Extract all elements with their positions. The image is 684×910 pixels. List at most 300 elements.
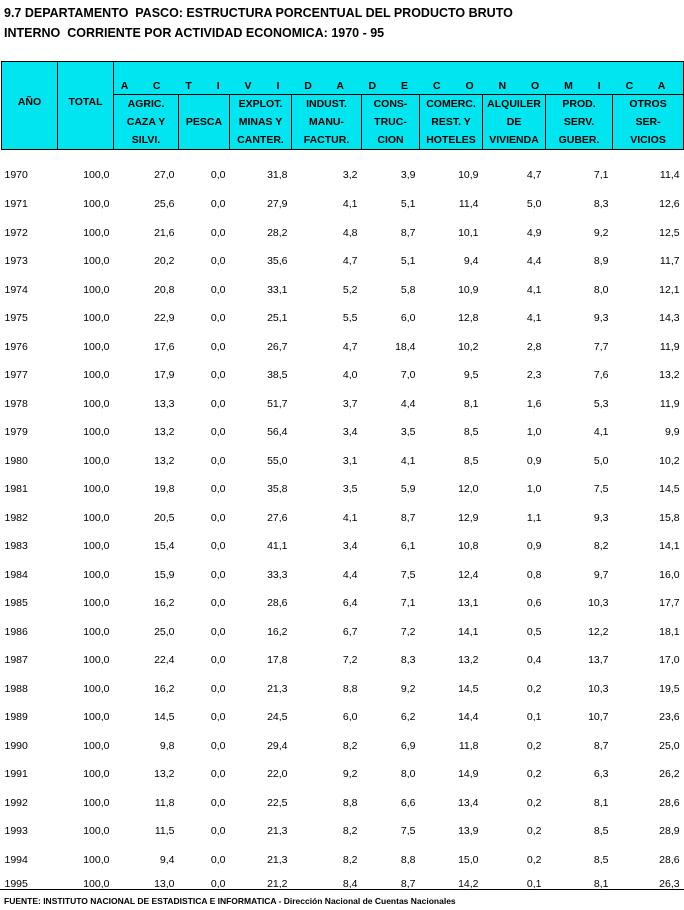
cell-year: 1986 xyxy=(4,625,28,638)
table-cell: 12,9 xyxy=(458,511,479,524)
table-cell: 100,0 xyxy=(83,340,110,353)
table-cell: 13,0 xyxy=(154,878,175,890)
header-column xyxy=(292,95,362,150)
table-cell: 8,0 xyxy=(400,768,416,781)
table-cell: 6,2 xyxy=(400,711,416,724)
table-cell: 21,2 xyxy=(267,878,288,890)
table-cell: 11,4 xyxy=(659,169,680,181)
table-cell: 9,2 xyxy=(342,768,358,781)
table-cell: 11,9 xyxy=(659,397,680,410)
cell-year: 1994 xyxy=(4,853,28,866)
table-cell: 8,8 xyxy=(400,853,416,866)
table-cell: 4,7 xyxy=(342,255,358,268)
header-column-line: REST. Y xyxy=(431,116,471,128)
table-cell: 12,6 xyxy=(659,198,680,211)
table-cell: 0,0 xyxy=(210,226,226,239)
table-cell: 8,5 xyxy=(463,426,479,439)
table-cell: 14,5 xyxy=(154,711,175,724)
table-cell: 4,1 xyxy=(342,198,358,211)
header-column xyxy=(613,95,684,150)
table-cell: 100,0 xyxy=(83,739,110,752)
cell-year: 1992 xyxy=(4,796,28,809)
table-cell: 8,5 xyxy=(593,825,609,838)
table-cell: 0,0 xyxy=(210,454,226,467)
table-body xyxy=(2,150,684,895)
table-cell: 10,8 xyxy=(458,540,479,553)
header-column xyxy=(362,95,420,150)
table-cell: 8,2 xyxy=(342,825,358,838)
table-cell: 1,1 xyxy=(526,511,542,524)
table-cell: 4,1 xyxy=(526,312,542,325)
table-cell: 100,0 xyxy=(83,226,110,239)
table-cell: 19,8 xyxy=(154,483,175,496)
table-cell: 4,4 xyxy=(342,568,358,581)
table-cell: 100,0 xyxy=(83,511,110,524)
header-column-line: INDUST. xyxy=(306,98,347,110)
table-row xyxy=(2,789,684,818)
page-title-line-1: 9.7 DEPARTAMENTO PASCO: ESTRUCTURA PORCENTUAL DEL PRODUCTO BRUTO xyxy=(4,6,513,20)
table-cell: 0,0 xyxy=(210,654,226,667)
table-cell: 0,0 xyxy=(210,540,226,553)
table-row xyxy=(2,247,684,276)
table-cell: 5,5 xyxy=(342,312,358,325)
table-cell: 0,0 xyxy=(210,739,226,752)
table-cell: 100,0 xyxy=(83,198,110,211)
table-cell: 31,8 xyxy=(267,169,288,181)
table-cell: 0,1 xyxy=(526,711,542,724)
table-cell: 33,3 xyxy=(267,568,288,581)
table-cell: 4,8 xyxy=(342,226,358,239)
table-cell: 0,2 xyxy=(526,739,542,752)
table-cell: 100,0 xyxy=(83,878,110,890)
table-cell: 13,7 xyxy=(588,654,609,667)
table-cell: 25,0 xyxy=(659,739,680,752)
table-cell: 8,1 xyxy=(593,878,609,890)
table-cell: 23,6 xyxy=(659,711,680,724)
table-cell: 7,5 xyxy=(400,825,416,838)
cell-year: 1977 xyxy=(4,369,28,382)
table-cell: 28,2 xyxy=(267,226,288,239)
table-cell: 7,5 xyxy=(400,568,416,581)
table-cell: 13,2 xyxy=(659,369,680,382)
table-cell: 100,0 xyxy=(83,283,110,296)
table-cell: 0,2 xyxy=(526,682,542,695)
table-cell: 20,8 xyxy=(154,283,175,296)
header-column-line: ALQUILER xyxy=(487,98,541,110)
table-cell: 21,3 xyxy=(267,825,288,838)
table-row xyxy=(2,618,684,647)
table-cell: 5,1 xyxy=(400,255,416,268)
cell-year: 1983 xyxy=(4,540,28,553)
table-cell: 8,2 xyxy=(342,739,358,752)
table-cell: 11,8 xyxy=(458,739,479,752)
table-cell: 41,1 xyxy=(267,540,288,553)
table-cell: 9,4 xyxy=(159,853,175,866)
table-cell: 8,8 xyxy=(342,796,358,809)
header-column-line: EXPLOT. xyxy=(238,98,283,110)
table-cell: 28,6 xyxy=(659,796,680,809)
table-cell: 0,4 xyxy=(526,654,542,667)
cell-year: 1980 xyxy=(4,454,28,467)
table-cell: 100,0 xyxy=(83,568,110,581)
table-cell: 0,5 xyxy=(526,625,542,638)
table-cell: 9,7 xyxy=(593,568,609,581)
table-cell: 16,0 xyxy=(659,568,680,581)
table-cell: 15,8 xyxy=(659,511,680,524)
table-cell: 28,6 xyxy=(659,853,680,866)
table-row xyxy=(2,390,684,419)
table-cell: 35,8 xyxy=(267,483,288,496)
table-row xyxy=(2,504,684,533)
table-cell: 0,1 xyxy=(526,878,542,890)
table-cell: 55,0 xyxy=(267,454,288,467)
table-cell: 4,1 xyxy=(526,283,542,296)
table-cell: 3,4 xyxy=(342,426,358,439)
table-cell: 0,0 xyxy=(210,340,226,353)
header-column-line: CAZA Y xyxy=(126,116,166,128)
table-row xyxy=(2,675,684,704)
table-cell: 1,0 xyxy=(526,483,542,496)
table-cell: 5,0 xyxy=(526,198,542,211)
table-cell: 56,4 xyxy=(267,426,288,439)
table-cell: 12,5 xyxy=(659,226,680,239)
table-row xyxy=(2,646,684,675)
table-cell: 0,0 xyxy=(210,312,226,325)
table-cell: 5,9 xyxy=(400,483,416,496)
cell-year: 1982 xyxy=(4,511,28,524)
table-cell: 3,5 xyxy=(342,483,358,496)
table-cell: 0,2 xyxy=(526,768,542,781)
table-cell: 3,7 xyxy=(342,397,358,410)
table-cell: 27,9 xyxy=(267,198,288,211)
table-row xyxy=(2,418,684,447)
cell-year: 1987 xyxy=(4,654,28,667)
header-column xyxy=(179,95,230,150)
table-cell: 6,4 xyxy=(342,597,358,610)
table-cell: 15,4 xyxy=(154,540,175,553)
table-cell: 100,0 xyxy=(83,768,110,781)
header-column xyxy=(230,95,292,150)
header-column-line: PESCA xyxy=(185,116,223,128)
table-row xyxy=(2,589,684,618)
table-cell: 100,0 xyxy=(83,454,110,467)
table-cell: 5,1 xyxy=(400,198,416,211)
cell-year: 1976 xyxy=(4,340,28,353)
table-cell: 3,4 xyxy=(342,540,358,553)
table-row xyxy=(2,361,684,390)
table-cell: 0,0 xyxy=(210,169,226,181)
table-cell: 7,5 xyxy=(593,483,609,496)
table-row xyxy=(2,333,684,362)
table-cell: 100,0 xyxy=(83,312,110,325)
table-cell: 6,7 xyxy=(342,625,358,638)
table-cell: 4,1 xyxy=(593,426,609,439)
table-cell: 6,9 xyxy=(400,739,416,752)
header-column-line: CONS- xyxy=(373,98,408,110)
table-cell: 9,2 xyxy=(593,226,609,239)
header-total: TOTAL xyxy=(58,62,114,150)
table-cell: 8,8 xyxy=(342,682,358,695)
table-cell: 10,9 xyxy=(458,169,479,181)
table-cell: 100,0 xyxy=(83,625,110,638)
table-cell: 0,0 xyxy=(210,511,226,524)
table-cell: 25,0 xyxy=(154,625,175,638)
table-cell: 7,2 xyxy=(400,625,416,638)
header-column-line: VIVIENDA xyxy=(489,134,539,146)
table-cell: 12,1 xyxy=(659,283,680,296)
table-cell: 10,3 xyxy=(588,682,609,695)
table-header xyxy=(2,62,684,150)
table-cell: 8,2 xyxy=(593,540,609,553)
table-cell: 4,4 xyxy=(526,255,542,268)
table-cell: 6,0 xyxy=(342,711,358,724)
header-column xyxy=(546,95,613,150)
table-cell: 7,2 xyxy=(342,654,358,667)
cell-year: 1991 xyxy=(4,768,28,781)
table-cell: 100,0 xyxy=(83,169,110,181)
table-cell: 14,9 xyxy=(458,768,479,781)
header-column-line: SER- xyxy=(635,116,661,128)
table-cell: 8,3 xyxy=(593,198,609,211)
table-cell: 22,0 xyxy=(267,768,288,781)
table-cell: 8,9 xyxy=(593,255,609,268)
table-cell: 8,2 xyxy=(342,853,358,866)
table-cell: 4,7 xyxy=(342,340,358,353)
header-column-line: VICIOS xyxy=(630,134,666,146)
table-cell: 22,4 xyxy=(154,654,175,667)
table-cell: 11,4 xyxy=(458,198,479,211)
table-cell: 14,5 xyxy=(458,682,479,695)
table-cell: 8,1 xyxy=(593,796,609,809)
table-cell: 13,3 xyxy=(154,397,175,410)
cell-year: 1985 xyxy=(4,597,28,610)
table-cell: 19,5 xyxy=(659,682,680,695)
header-column-line: SILVI. xyxy=(131,134,161,146)
cell-year: 1974 xyxy=(4,283,28,296)
table-cell: 100,0 xyxy=(83,369,110,382)
table-cell: 27,6 xyxy=(267,511,288,524)
table-row xyxy=(2,760,684,789)
table-cell: 13,9 xyxy=(458,825,479,838)
table-cell: 0,0 xyxy=(210,796,226,809)
table-cell: 7,6 xyxy=(593,369,609,382)
table-cell: 22,5 xyxy=(267,796,288,809)
table-cell: 6,0 xyxy=(400,312,416,325)
table-cell: 14,2 xyxy=(458,878,479,890)
table-cell: 25,6 xyxy=(154,198,175,211)
table-cell: 100,0 xyxy=(83,540,110,553)
cell-year: 1971 xyxy=(4,198,28,211)
table-row xyxy=(2,276,684,305)
header-column xyxy=(483,95,546,150)
table-cell: 7,1 xyxy=(400,597,416,610)
table-cell: 21,6 xyxy=(154,226,175,239)
table-cell: 0,0 xyxy=(210,597,226,610)
table-cell: 100,0 xyxy=(83,255,110,268)
table-cell: 9,3 xyxy=(593,511,609,524)
table-cell: 5,2 xyxy=(342,283,358,296)
table-cell: 17,8 xyxy=(267,654,288,667)
table-cell: 0,0 xyxy=(210,397,226,410)
header-column-line: SERV. xyxy=(563,116,595,128)
table-cell: 0,9 xyxy=(526,540,542,553)
table-cell: 20,2 xyxy=(154,255,175,268)
table-cell: 15,9 xyxy=(154,568,175,581)
table-row xyxy=(2,703,684,732)
table-cell: 9,5 xyxy=(463,369,479,382)
header-column-line: FACTUR. xyxy=(303,134,350,146)
table-cell: 0,0 xyxy=(210,198,226,211)
table-row xyxy=(2,190,684,219)
table-cell: 0,0 xyxy=(210,625,226,638)
table-cell: 10,2 xyxy=(458,340,479,353)
table-cell: 8,7 xyxy=(400,226,416,239)
table-cell: 12,8 xyxy=(458,312,479,325)
table-cell: 27,0 xyxy=(154,169,175,181)
table-row xyxy=(2,219,684,248)
table-cell: 8,1 xyxy=(463,397,479,410)
table-cell: 4,7 xyxy=(526,169,542,181)
table-cell: 15,0 xyxy=(458,853,479,866)
table-row xyxy=(2,532,684,561)
table-cell: 0,0 xyxy=(210,878,226,890)
table-row xyxy=(2,304,684,333)
table-cell: 10,1 xyxy=(458,226,479,239)
table-cell: 17,9 xyxy=(154,369,175,382)
table-cell: 26,3 xyxy=(659,878,680,890)
table-cell: 0,9 xyxy=(526,454,542,467)
table-cell: 26,2 xyxy=(659,768,680,781)
table-cell: 8,7 xyxy=(400,511,416,524)
table-cell: 13,2 xyxy=(154,768,175,781)
table-cell: 1,0 xyxy=(526,426,542,439)
table-cell: 13,4 xyxy=(458,796,479,809)
table-cell: 8,3 xyxy=(400,654,416,667)
header-column-line: OTROS xyxy=(629,98,667,110)
table-cell: 0,2 xyxy=(526,853,542,866)
table-cell: 14,3 xyxy=(659,312,680,325)
table-cell: 0,0 xyxy=(210,483,226,496)
table-cell: 18,4 xyxy=(395,340,416,353)
table-cell: 28,9 xyxy=(659,825,680,838)
table-cell: 12,4 xyxy=(458,568,479,581)
table-cell: 20,5 xyxy=(154,511,175,524)
table-cell: 8,7 xyxy=(400,878,416,890)
table-cell: 26,7 xyxy=(267,340,288,353)
table-cell: 10,9 xyxy=(458,283,479,296)
cell-year: 1978 xyxy=(4,397,28,410)
table-cell: 0,0 xyxy=(210,853,226,866)
table-cell: 10,2 xyxy=(659,454,680,467)
table-cell: 38,5 xyxy=(267,369,288,382)
table-cell: 6,1 xyxy=(400,540,416,553)
cell-year: 1972 xyxy=(4,226,28,239)
table-cell: 100,0 xyxy=(83,483,110,496)
cell-year: 1988 xyxy=(4,682,28,695)
header-year: AÑO xyxy=(2,62,58,150)
table-row xyxy=(2,817,684,846)
table-cell: 6,3 xyxy=(593,768,609,781)
table-cell: 0,0 xyxy=(210,711,226,724)
table-cell: 3,1 xyxy=(342,454,358,467)
table-cell: 100,0 xyxy=(83,796,110,809)
header-column-line: MINAS Y xyxy=(238,116,283,128)
table-cell: 13,2 xyxy=(154,454,175,467)
table-cell: 8,7 xyxy=(593,739,609,752)
table-cell: 25,1 xyxy=(267,312,288,325)
table-cell: 14,1 xyxy=(659,540,680,553)
table-cell: 0,0 xyxy=(210,568,226,581)
table-cell: 12,2 xyxy=(588,625,609,638)
table-cell: 14,4 xyxy=(458,711,479,724)
table-cell: 7,1 xyxy=(593,169,609,181)
table-row xyxy=(2,846,684,875)
header-column-line: COMERC. xyxy=(426,98,476,110)
table-cell: 0,0 xyxy=(210,825,226,838)
header-column-line: PROD. xyxy=(562,98,596,110)
cell-year: 1989 xyxy=(4,711,28,724)
table-cell: 17,0 xyxy=(659,654,680,667)
table-cell: 100,0 xyxy=(83,825,110,838)
table-cell: 5,3 xyxy=(593,397,609,410)
table-cell: 0,8 xyxy=(526,568,542,581)
table-cell: 0,0 xyxy=(210,682,226,695)
table-cell: 11,5 xyxy=(154,825,175,838)
table-cell: 100,0 xyxy=(83,426,110,439)
table-cell: 8,5 xyxy=(593,853,609,866)
table-cell: 16,2 xyxy=(154,597,175,610)
table-cell: 0,0 xyxy=(210,255,226,268)
table-cell: 51,7 xyxy=(267,397,288,410)
table-cell: 13,1 xyxy=(458,597,479,610)
header-column xyxy=(114,95,179,150)
table-cell: 9,2 xyxy=(400,682,416,695)
header-column-line: AGRIC. xyxy=(127,98,165,110)
table-row xyxy=(2,732,684,761)
cell-year: 1973 xyxy=(4,255,28,268)
table-cell: 0,0 xyxy=(210,768,226,781)
cell-year: 1990 xyxy=(4,739,28,752)
table-cell: 12,0 xyxy=(458,483,479,496)
table-cell: 0,2 xyxy=(526,825,542,838)
table-row xyxy=(2,561,684,590)
table-cell: 16,2 xyxy=(154,682,175,695)
table-row xyxy=(2,447,684,476)
cell-year: 1981 xyxy=(4,483,28,496)
table-cell: 7,7 xyxy=(593,340,609,353)
table-cell: 21,3 xyxy=(267,682,288,695)
table-cell: 10,3 xyxy=(588,597,609,610)
table-cell: 28,6 xyxy=(267,597,288,610)
header-column-line: CANTER. xyxy=(237,134,284,146)
table-cell: 100,0 xyxy=(83,682,110,695)
table-cell: 100,0 xyxy=(83,853,110,866)
table-cell: 13,2 xyxy=(154,426,175,439)
table-cell: 33,1 xyxy=(267,283,288,296)
table-cell: 21,3 xyxy=(267,853,288,866)
table-cell: 100,0 xyxy=(83,711,110,724)
table-cell: 16,2 xyxy=(267,625,288,638)
table-cell: 6,6 xyxy=(400,796,416,809)
table-cell: 14,5 xyxy=(659,483,680,496)
table-cell: 10,7 xyxy=(588,711,609,724)
cell-year: 1979 xyxy=(4,426,28,439)
table-cell: 17,6 xyxy=(154,340,175,353)
header-column-line: MANU- xyxy=(309,116,344,128)
table-cell: 3,2 xyxy=(342,169,358,181)
table-cell: 0,0 xyxy=(210,369,226,382)
table-row xyxy=(2,475,684,504)
